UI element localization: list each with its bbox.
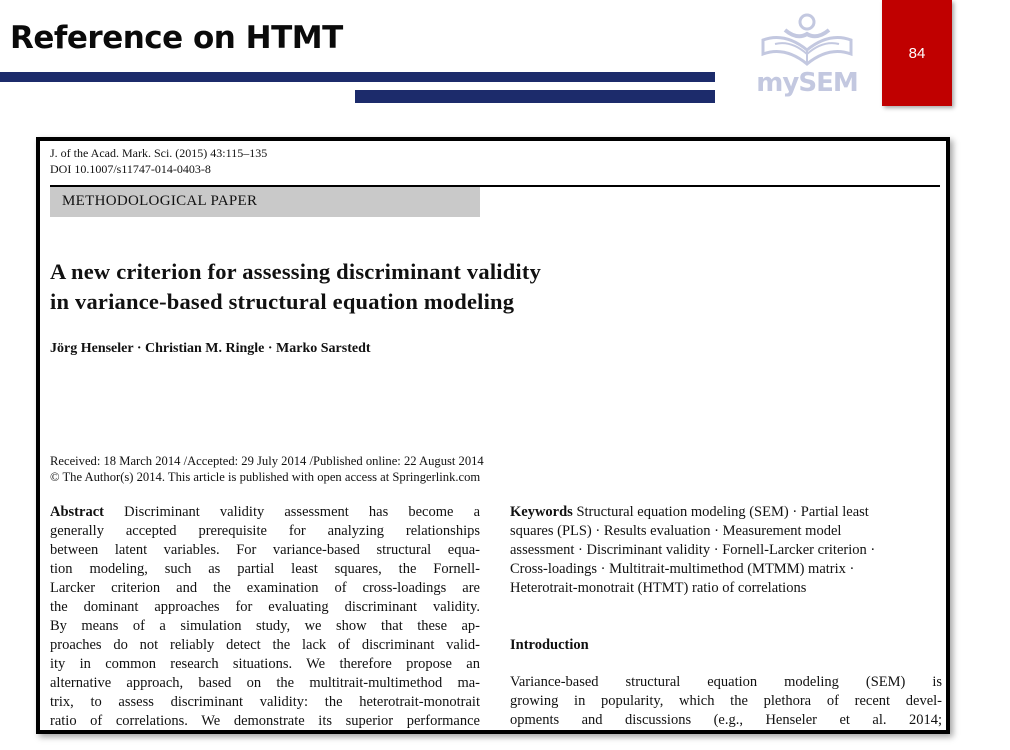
abstract-line: generally accepted prerequisite for analyzing relationships [50,523,480,539]
introduction-text [510,673,942,730]
title-line: in variance-based structural equation modeling [50,289,515,314]
abstract-line: Larcker criterion and the examination of cross-loadings are [50,580,480,596]
abstract-line: By means of a simulation study, we show that these ap- [50,618,480,634]
journal-line: J. of the Acad. Mark. Sci. (2015) 43:115–135 [50,146,268,160]
copyright-line: © The Author(s) 2014. This article is published with open access at Springerlink.com [50,470,481,484]
keywords [510,503,942,598]
paper-title [50,257,850,317]
page-number-badge [882,0,952,106]
publication-info [50,453,484,485]
mysem-logo [755,10,865,102]
abstract-line: ratio of correlations. We demonstrate its superior performance [50,713,480,729]
header-bar-top [0,72,715,82]
keywords-line: Heterotrait-monotrait (HTMT) ratio of correlations [510,580,807,596]
abstract-line: proaches do not reliably detect the lack of discriminant valid- [50,637,480,653]
abstract-line: tion modeling, such as partial least squares, the Fornell- [50,561,480,577]
intro-line: growing in popularity, which the plethora of recent devel- [510,693,942,709]
abstract-line: Abstract Discriminant validity assessment has become a [50,504,480,520]
intro-line: Variance-based structural equation modeling (SEM) is [510,674,942,690]
abstract-label: Abstract [50,504,104,520]
keywords-line: squares (PLS) · Results evaluation · Measurement model [510,523,842,539]
authors: Jörg Henseler · Christian M. Ringle · Marko Sarstedt [50,341,371,356]
introduction-heading: Introduction [510,637,589,653]
abstract-line: alternative approach, based on the multitrait-multimethod ma- [50,675,480,691]
abstract [50,503,480,731]
keywords-label: Keywords [510,504,573,520]
received-line: Received: 18 March 2014 /Accepted: 29 July 2014 /Published online: 22 August 2014 [50,454,484,468]
section-label: METHODOLOGICAL PAPER [50,187,480,217]
keywords-line: Keywords Structural equation modeling (SEM) · Partial least [510,504,869,520]
abstract-line: between latent variables. For variance-based structural equa- [50,542,480,558]
abstract-line: ity in common research situations. We therefore propose an [50,656,480,672]
title-line: A new criterion for assessing discriminant validity [50,259,542,284]
abstract-line: the dominant approaches for evaluating discriminant validity. [50,599,480,615]
header-bar-bottom [355,90,715,103]
page-number: 84 [908,45,926,62]
doi-line: DOI 10.1007/s11747-014-0403-8 [50,162,211,176]
keywords-line: assessment · Discriminant validity · Fornell-Larcker criterion · [510,542,876,558]
slide-title: Reference on HTMT [10,20,343,56]
journal-info [50,145,267,177]
abstract-line: trix, to assess discriminant validity: the heterotrait-monotrait [50,694,480,710]
logo-text: mySEM [756,68,858,98]
paper-excerpt [36,137,950,734]
intro-line: opments and discussions (e.g., Henseler et al. 2014; [510,712,942,728]
keywords-line: Cross-loadings · Multitrait-multimethod (MTMM) matrix · [510,561,855,577]
open-book-icon [755,10,859,70]
